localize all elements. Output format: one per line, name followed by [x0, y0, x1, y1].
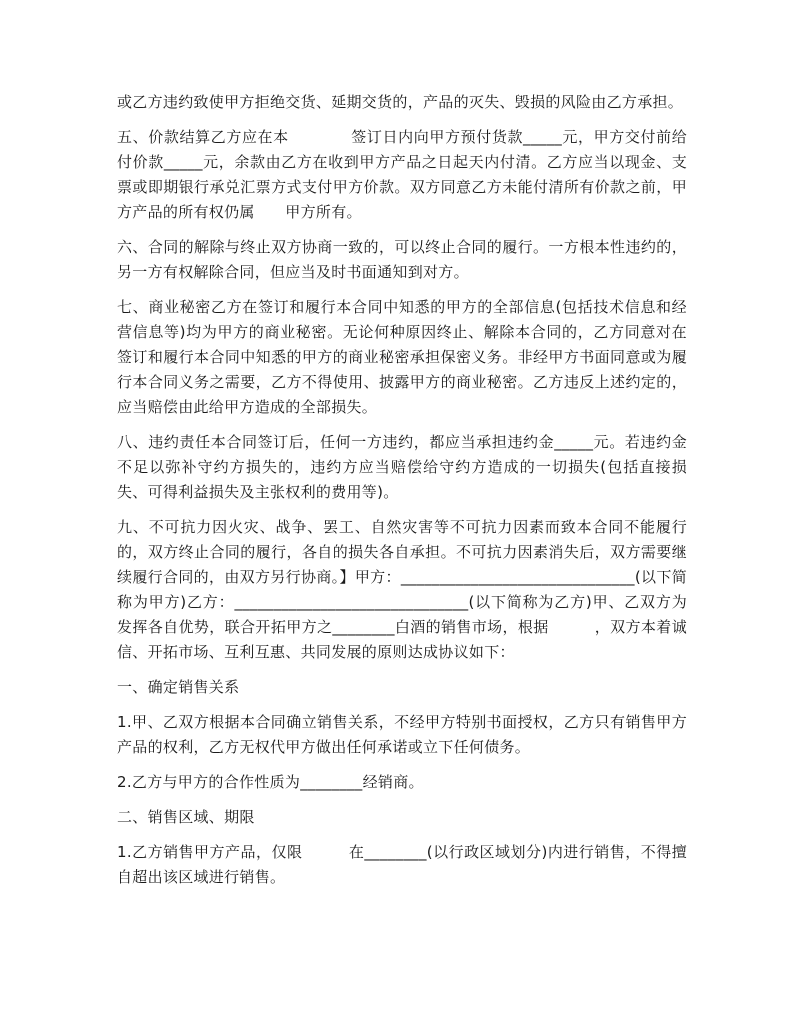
paragraph-sales-relationship-1: 1.甲、乙双方根据本合同确立销售关系，不经甲方特别书面授权，乙方只有销售甲方产品的权利，乙方无权代甲方做出任何承诺或立下任何债务。 [117, 713, 687, 756]
paragraph-risk-transfer: 或乙方违约致使甲方拒绝交货、延期交货的，产品的灭失、毁损的风险由乙方承担。 [117, 93, 684, 111]
document-body [117, 90, 687, 900]
paragraph-termination: 六、合同的解除与终止双方协商一致的，可以终止合同的履行。一方根本性违约的，另一方有权解除合同，但应当及时书面通知到对方。 [117, 238, 687, 281]
paragraph-force-majeure: 九、不可抗力因火灾、战争、罢工、自然灾害等不可抗力因素而致本合同不能履行的，双方终止合同的履行，各自的损失各自承担。不可抗力因素消失后，双方需要继续履行合同的，由双方另行协商。】甲方：______________________________(以下简称为甲方)乙方：______________________________(以下简称为乙方)甲、乙双方为发挥各自优势，联合开拓甲方之________白酒的销售市场，根据 ，双方本着诚信、开拓市场、互利互惠、共同发展的原则达成协议如下： [117, 518, 687, 661]
paragraph-trade-secrets: 七、商业秘密乙方在签订和履行本合同中知悉的甲方的全部信息(包括技术信息和经营信息等)均为甲方的商业秘密。无论何种原因终止、解除本合同的，乙方同意对在签订和履行本合同中知悉的甲方的商业秘密承担保密义务。非经甲方书面同意或为履行本合同义务之需要，乙方不得使用、披露甲方的商业秘密。乙方违反上述约定的，应当赔偿由此给甲方造成的全部损失。 [117, 298, 687, 416]
section-heading-sales-relationship: 一、确定销售关系 [117, 678, 240, 696]
paragraph-payment-settlement: 五、价款结算乙方应在本 签订日内向甲方预付货款_____元，甲方交付前给付价款_____元，余款由乙方在收到甲方产品之日起天内付清。乙方应当以现金、支票或即期银行承兑汇票方式支付甲方价款。双方同意乙方未能付清所有价款之前，甲方产品的所有权仍属 甲方所有。 [117, 128, 687, 221]
paragraph-liability: 八、违约责任本合同签订后，任何一方违约，都应当承担违约金_____元。若违约金不足以弥补守约方损失的，违约方应当赔偿给守约方造成的一切损失(包括直接损失、可得利益损失及主张权利的费用等)。 [117, 433, 687, 501]
section-heading-sales-region: 二、销售区域、期限 [117, 808, 255, 826]
paragraph-sales-region-1: 1.乙方销售甲方产品，仅限 在________(以行政区域划分)内进行销售，不得擅自超出该区域进行销售。 [117, 843, 687, 886]
paragraph-sales-relationship-2: 2.乙方与甲方的合作性质为________经销商。 [117, 773, 424, 791]
